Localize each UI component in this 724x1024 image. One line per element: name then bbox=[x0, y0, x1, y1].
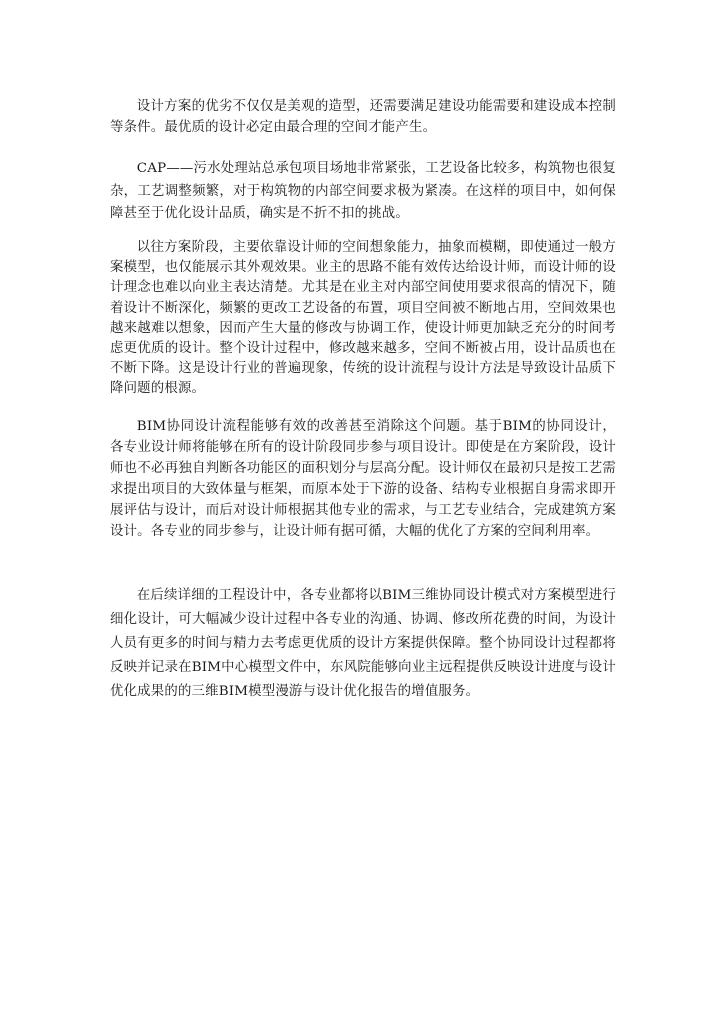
paragraph-design-quality: 设计方案的优劣不仅仅是美观的造型，还需要满足建设功能需要和建设成本控制等条件。最优质的设计必定由最合理的空间才能产生。 bbox=[110, 99, 616, 135]
paragraph-detailed-design: 在后续详细的工程设计中，各专业都将以BIM三维协同设计模式对方案模型进行细化设计，可大幅减少设计过程中各专业的沟通、协调、修改所花费的时间，为设计人员有更多的时间与精力去考虑更优质的设计方案提供保障。整个协同设计过程都将反映并记录在BIM中心模型文件中，东风院能够向业主远程提供反映设计进度与设计优化成果的的三维BIM模型漫游与设计优化报告的增值服务。 bbox=[110, 588, 616, 699]
paragraph-traditional-process: 以往方案阶段，主要依靠设计师的空间想象能力，抽象而模糊，即使通过一般方案模型，也仅能展示其外观效果。业主的思路不能有效传达给设计师，而设计师的设计理念也难以向业主表达清楚。尤其是在业主对内部空间使用要求很高的情况下，随着设计不断深化，频繁的更改工艺设备的布置，项目空间被不断地占用，空间效果也越来越难以想象，因而产生大量的修改与协调工作，使设计师更加缺乏充分的时间考虑更优质的设计。整个设计过程中，修改越来越多，空间不断被占用，设计品质也在不断下降。这是设计行业的普遍现象，传统的设计流程与设计方法是导致设计品质下降问题的根源。 bbox=[110, 240, 616, 397]
paragraph-cap-project: CAP——污水处理站总承包项目场地非常紧张，工艺设备比较多，构筑物也很复杂，工艺调整频繁，对于构筑物的内部空间要求极为紧凑。在这样的项目中，如何保障甚至于优化设计品质，确实是不折不扣的挑战。 bbox=[110, 161, 616, 221]
paragraph-bim-collaboration: BIM协同设计流程能够有效的改善甚至消除这个问题。基于BIM的协同设计，各专业设计师将能够在所有的设计阶段同步参与项目设计。即使是在方案阶段，设计师也不必再独自判断各功能区的面积划分与层高分配。设计师仅在最初只是按工艺需求提出项目的大致体量与框架，而原本处于下游的设备、结构专业根据自身需求即开展评估与设计，而后对设计师根据其他专业的需求，与工艺专业结合，完成建筑方案设计。各专业的同步参与，让设计师有据可循，大幅的优化了方案的空间利用率。 bbox=[110, 419, 616, 539]
